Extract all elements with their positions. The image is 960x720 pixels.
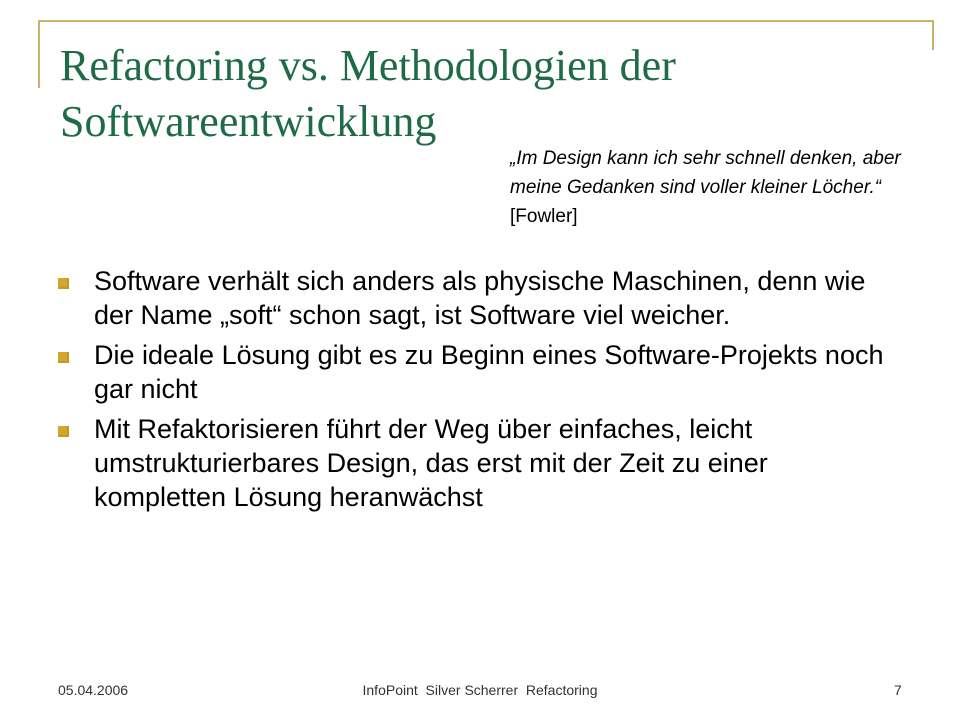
bullet-item [56, 338, 906, 406]
square-bullet-icon [58, 352, 69, 363]
quote-source: [Fowler] [510, 206, 578, 227]
frame-top-line [38, 20, 934, 22]
slide-title: Refactoring vs. Methodologien der Softwareentwicklung [60, 41, 676, 146]
quote-text: „Im Design kann ich sehr schnell denken, aber meine Gedanken sind voller kleiner Löcher.“ [510, 148, 901, 198]
quote-block [510, 144, 910, 231]
bullet-text: Mit Refaktorisieren führt der Weg über einfaches, leicht umstrukturierbares Design, das erst mit der Zeit zu einer kompletten Lösung heranwächst [94, 414, 768, 512]
footer-presentation-info: InfoPoint Silver Scherrer Refactoring [362, 682, 598, 698]
square-bullet-icon [58, 278, 69, 289]
square-bullet-icon [58, 426, 69, 437]
bullet-text: Die ideale Lösung gibt es zu Beginn eines Software-Projekts noch gar nicht [94, 340, 884, 404]
bullet-text: Software verhält sich anders als physische Maschinen, denn wie der Name „soft“ schon sagt, ist Software viel weicher. [94, 266, 866, 330]
footer-page-number: 7 [894, 682, 902, 698]
frame-right-line [932, 20, 934, 50]
bullet-list [56, 264, 906, 520]
frame-left-line [38, 20, 40, 88]
footer-date: 05.04.2006 [58, 682, 129, 698]
bullet-item [56, 412, 906, 514]
bullet-item [56, 264, 906, 332]
